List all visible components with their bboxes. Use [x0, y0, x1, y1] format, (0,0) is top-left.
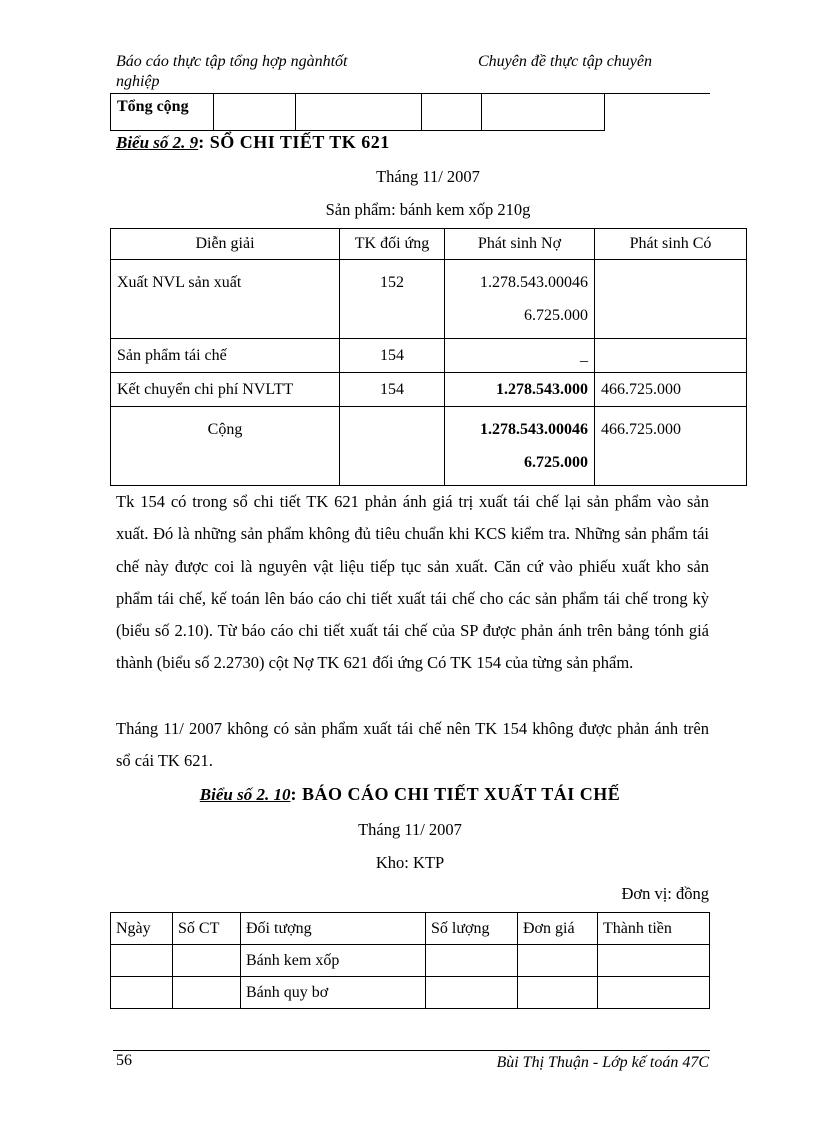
- col-header: Số CT: [173, 913, 241, 945]
- footer-author: Bùi Thị Thuận - Lớp kế toán 47C: [496, 1054, 709, 1071]
- header-right: Chuyên đề thực tập chuyên: [478, 53, 652, 70]
- col-header: Đơn giá: [518, 913, 598, 945]
- col-header: Ngày: [111, 913, 173, 945]
- table2-warehouse: Kho: KTP: [375, 853, 445, 872]
- paragraph-1: Tk 154 có trong sổ chi tiết TK 621 phản ánh giá trị xuất tái chế lại sản phẩm vào sản xuất. Đó là những sản phẩm không đủ tiêu chuẩn khi KCS kiểm tra. Những sản phẩm tái chế này được coi là nguyên vật liệu tiếp tục sản xuất. Căn cứ vào phiếu xuất kho sản phẩm tái chế, kế toán lên báo cáo chi tiết xuất tái chế cho các sản phẩm tái chế trong kỳ (biểu số 2.10). Từ báo cáo chi tiết xuất tái chế của SP được phản ánh trên bảng tónh giá thành (biểu số 2.2730) cột Nợ TK 621 đối ứng Có TK 154 của từng sản phẩm.: [116, 492, 709, 673]
- table2-label: Biểu số 2. 10: [199, 785, 291, 804]
- col-header: Đối tượng: [241, 913, 426, 945]
- table-row: Bánh kem xốp: [111, 945, 710, 977]
- col-header: Phát sinh Có: [595, 229, 747, 260]
- table-row: Xuất NVL sản xuất 152 1.278.543.00046 6.725.000: [111, 260, 747, 339]
- table1-product: Sản phẩm: bánh kem xốp 210g: [325, 200, 531, 219]
- top-total-table: [110, 93, 605, 131]
- col-header: Phát sinh Nợ: [445, 229, 595, 260]
- footer-rule: [113, 1050, 710, 1051]
- table-row: Kết chuyển chi phí NVLTT 154 1.278.543.000 466.725.000: [111, 373, 747, 407]
- header-left: Báo cáo thực tập tổng hợp ngànhtốt nghiệp: [116, 53, 348, 90]
- table-row: Sản phẩm tái chế 154 _: [111, 339, 747, 373]
- table1-title: SỔ CHI TIẾT TK 621: [209, 132, 390, 152]
- table2-caption: Biểu số 2. 10: BÁO CÁO CHI TIẾT XUẤT TÁI CHẾ: [199, 784, 621, 804]
- table1-label: Biểu số 2. 9: [116, 133, 199, 152]
- page-number: 56: [116, 1052, 132, 1069]
- paragraph-2: Tháng 11/ 2007 không có sản phẩm xuất tái chế nên TK 154 không được phản ánh trên sổ cái TK 621.: [116, 719, 709, 771]
- col-header: Số lượng: [426, 913, 518, 945]
- table-row: Cộng 1.278.543.00046 6.725.000 466.725.000: [111, 407, 747, 486]
- ledger-table: [110, 228, 747, 486]
- col-header: TK đối ứng: [340, 229, 445, 260]
- table2-month: Tháng 11/ 2007: [358, 820, 462, 839]
- table2-title: BÁO CÁO CHI TIẾT XUẤT TÁI CHẾ: [301, 784, 621, 804]
- total-label: Tổng cộng: [111, 94, 214, 131]
- table1-caption: Biểu số 2. 9: SỔ CHI TIẾT TK 621: [116, 132, 390, 152]
- table2-unit: Đơn vị: đồng: [621, 884, 709, 903]
- col-header: Diễn giải: [111, 229, 340, 260]
- recycle-report-table: [110, 912, 710, 1009]
- table1-month: Tháng 11/ 2007: [376, 167, 480, 186]
- col-header: Thành tiền: [598, 913, 710, 945]
- table-row: Bánh quy bơ: [111, 977, 710, 1009]
